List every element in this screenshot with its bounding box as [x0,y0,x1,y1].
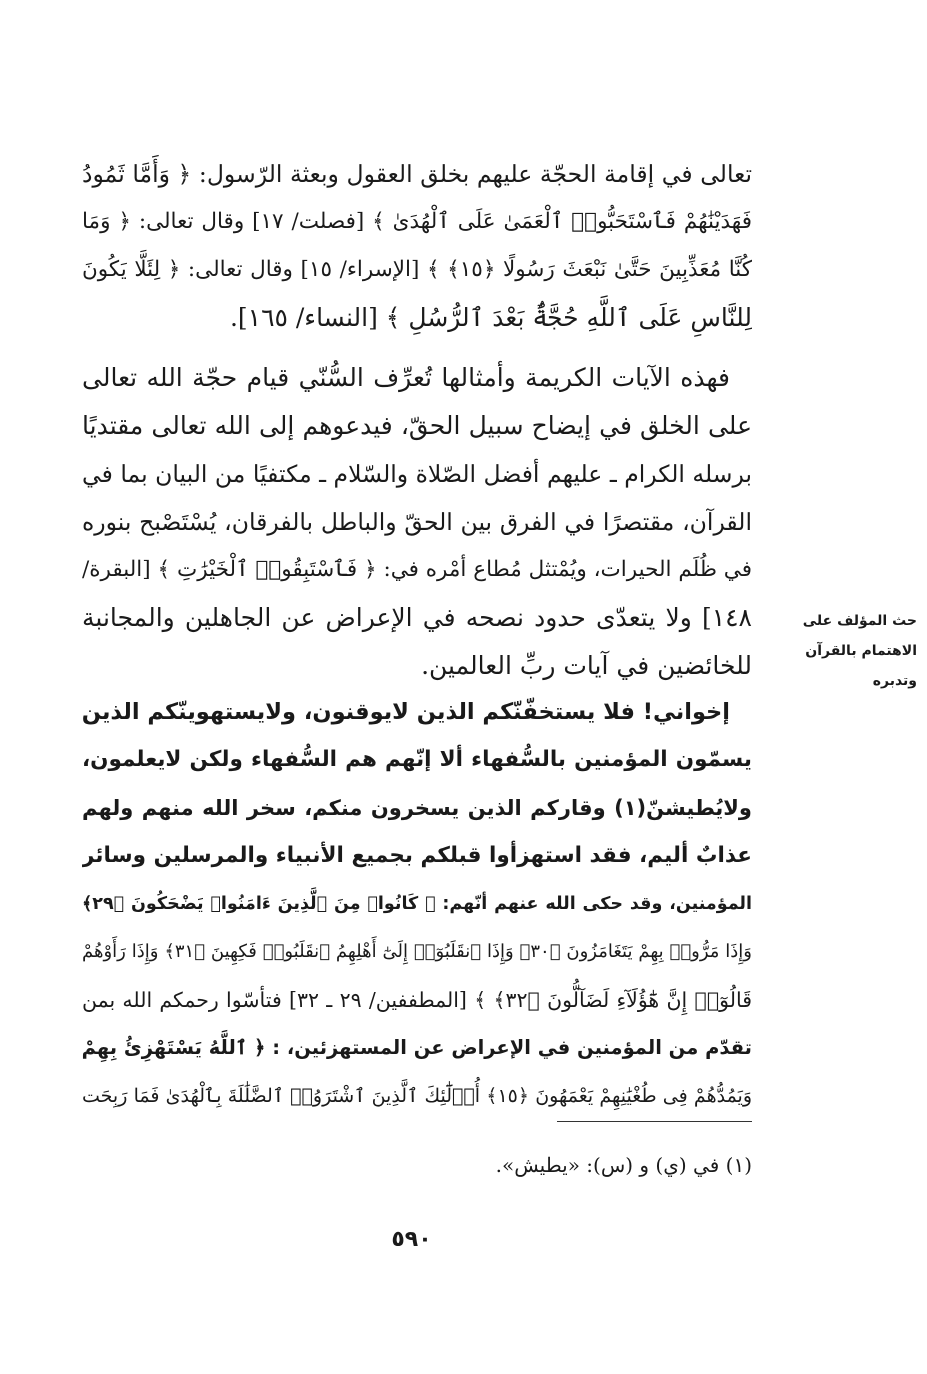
text-line: للخائضين في آيات ربِّ العالمين. [421,651,752,680]
text-line: في ظُلَم الحيرات، ويُمْتثل مُطاع أمْره في: ﴿ فَٱسْتَبِقُوا۟ ٱلْخَيْرَٰتِ ﴾ [البقرة/ [82,557,752,582]
text-line: ١٤٨] ولا يتعدّى حدود نصحه في الإعراض عن الجاهلين والمجانبة [82,603,752,632]
footnote-separator [557,1121,752,1122]
text-line: المؤمنين، وقد حكى الله عنهم أنّهم: ﴿ كَانُوا۟ مِنَ ٱلَّذِينَ ءَامَنُوا۟ يَضْحَكُونَ ﴿٢٩﴾ [82,894,752,914]
paragraph-1 [82,150,752,342]
text-line: كُنَّا مُعَذِّبِينَ حَتَّىٰ نَبْعَثَ رَسُولًا ﴿١٥﴾ ﴾ [الإسراء/ ١٥] وقال تعالى: ﴿ لِئَلَّا يَكُونَ [82,257,752,282]
text-line: على الخلق في إيضاح سبيل الحقّ، فيدعوهم إلى الله تعالى مقتديًا [82,411,752,440]
text-line: تعالى في إقامة الحجّة عليهم بخلق العقول وبعثة الرّسول: ﴿ وَأَمَّا ثَمُودُ [82,160,752,188]
text-line: إخواني! فلا يستخفّنّكم الذين لايوقنون، ولايستهوينّكم الذين [82,699,730,725]
footnote: (١) في (ي) و (س): «يطيش». [495,1153,752,1177]
margin-note [767,606,917,696]
paragraph-3 [82,688,752,1120]
text-line: فَهَدَيْنَٰهُمْ فَٱسْتَحَبُّوا۟ ٱلْعَمَىٰ عَلَى ٱلْهُدَىٰ ﴾ [فصلت/ ١٧] وقال تعالى: ﴿ وَمَا [82,209,752,234]
text-line: قَالُوٓا۟ إِنَّ هَٰٓؤُلَآءِ لَضَآلُّونَ ﴿٣٢﴾ ﴾ [المطففين/ ٢٩ ـ ٣٢] فتأسّوا رحمكم الله بمن [82,988,752,1012]
margin-note-line: الاهتمام بالقرآن [805,643,917,659]
text-line: عذابٌ أليم، فقد استهزأوا قبلكم بجميع الأنبياء والمرسلين وسائر [82,843,752,868]
page-number: ٥٩٠ [391,1227,432,1252]
paragraph-2 [82,354,752,690]
margin-note-line: وتدبره [872,673,917,689]
text-line: لِلنَّاسِ عَلَى ٱللَّهِ حُجَّةٌۢ بَعْدَ ٱلرُّسُلِ ﴾ [النساء/ ١٦٥]. [229,303,752,332]
margin-note-line: حث المؤلف على [802,613,917,629]
text-line: وَإِذَا مَرُّوا۟ بِهِمْ يَتَغَامَزُونَ ﴿٣٠﴾ وَإِذَا ٱنقَلَبُوٓا۟ إِلَىٰٓ أَهْلِهِمُ ٱنقَلَبُوا۟ فَكِهِينَ ﴿٣١﴾ وَإِذَا رَأَوْهُمْ [82,941,752,962]
text-line: القرآن، مقتصرًا في الفرق بين الحقّ والباطل بالفرقان، يُسْتَصْبح بنوره [82,508,752,536]
text-line: ولايُطيشنّ(١) وقاركم الذين يسخرون منكم، سخر الله منهم ولهم [82,796,752,820]
text-line: يسمّون المؤمنين بالسُّفهاء ألا إنّهم هم السُّفهاء ولكن لايعلمون، [82,747,752,772]
text-line: فهذه الآيات الكريمة وأمثالها تُعرِّف السُّنّي قيام حجّة الله تعالى [82,363,730,392]
text-line: تقدّم من المؤمنين في الإعراض عن المستهزئين، : ﴿ ٱللَّهُ يَسْتَهْزِئُ بِهِمْ [82,1036,752,1059]
text-line: برسله الكرام ـ عليهم أفضل الصّلاة والسّلام ـ مكتفيًا من البيان بما في [82,460,752,488]
text-line: وَيَمُدُّهُمْ فِى طُغْيَٰنِهِمْ يَعْمَهُونَ ﴿١٥﴾ أُو۟لَٰٓئِكَ ٱلَّذِينَ ٱشْتَرَوُا۟ ٱلضَّلَٰلَةَ بِٱلْهُدَىٰ فَمَا رَبِحَت [82,1085,752,1107]
